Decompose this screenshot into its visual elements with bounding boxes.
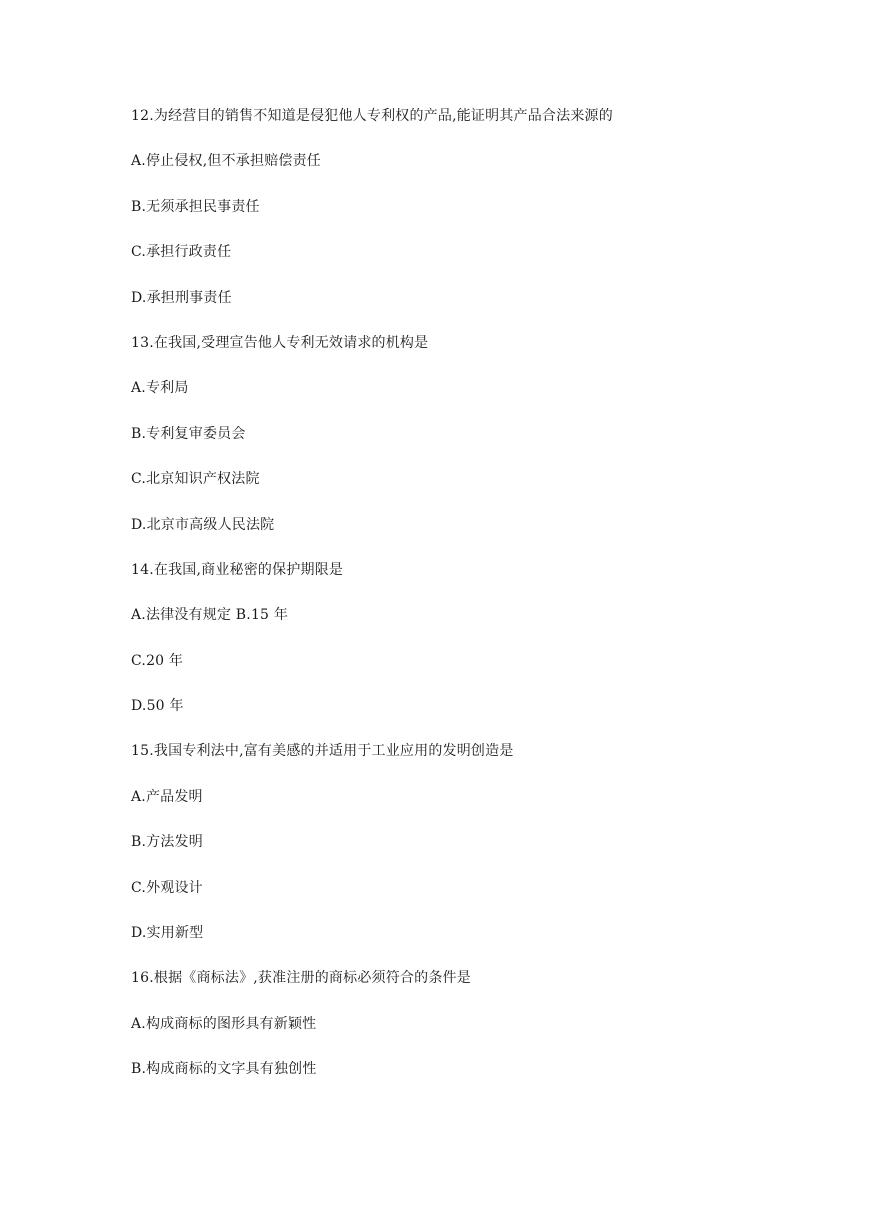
question-15-option-b: B.方法发明 — [131, 834, 203, 851]
question-13-option-a: A.专利局 — [131, 380, 189, 397]
question-12-stem: 12.为经营目的销售不知道是侵犯他人专利权的产品,能证明其产品合法来源的 — [131, 108, 613, 124]
question-13-option-c: C.北京知识产权法院 — [131, 471, 260, 488]
question-13-stem: 13.在我国,受理宣告他人专利无效请求的机构是 — [131, 334, 429, 351]
question-13-option-b: B.专利复审委员会 — [131, 425, 246, 442]
question-13-option-d: D.北京市高级人民法院 — [131, 516, 275, 533]
question-15-option-c: C.外观设计 — [131, 879, 203, 896]
question-12-option-d: D.承担刑事责任 — [131, 289, 232, 306]
question-15-stem: 15.我国专利法中,富有美感的并适用于工业应用的发明创造是 — [131, 743, 514, 760]
question-14-stem: 14.在我国,商业秘密的保护期限是 — [131, 561, 344, 578]
question-14-option-a-b: A.法律没有规定 B.15 年 — [131, 607, 289, 624]
question-12-option-b: B.无须承担民事责任 — [131, 198, 260, 215]
question-16-stem: 16.根据《商标法》,获准注册的商标必须符合的条件是 — [131, 970, 471, 987]
question-14-option-c: C.20 年 — [131, 652, 184, 669]
question-16-option-b: B.构成商标的文字具有独创性 — [131, 1061, 317, 1078]
question-12-option-c: C.承担行政责任 — [131, 244, 232, 261]
question-12-option-a: A.停止侵权,但不承担赔偿责任 — [131, 153, 322, 170]
question-15-option-d: D.实用新型 — [131, 925, 204, 942]
question-14-option-d: D.50 年 — [131, 698, 184, 715]
document-body — [131, 104, 811, 1103]
question-16-option-a: A.构成商标的图形具有新颖性 — [131, 1015, 317, 1032]
question-15-option-a: A.产品发明 — [131, 788, 203, 805]
